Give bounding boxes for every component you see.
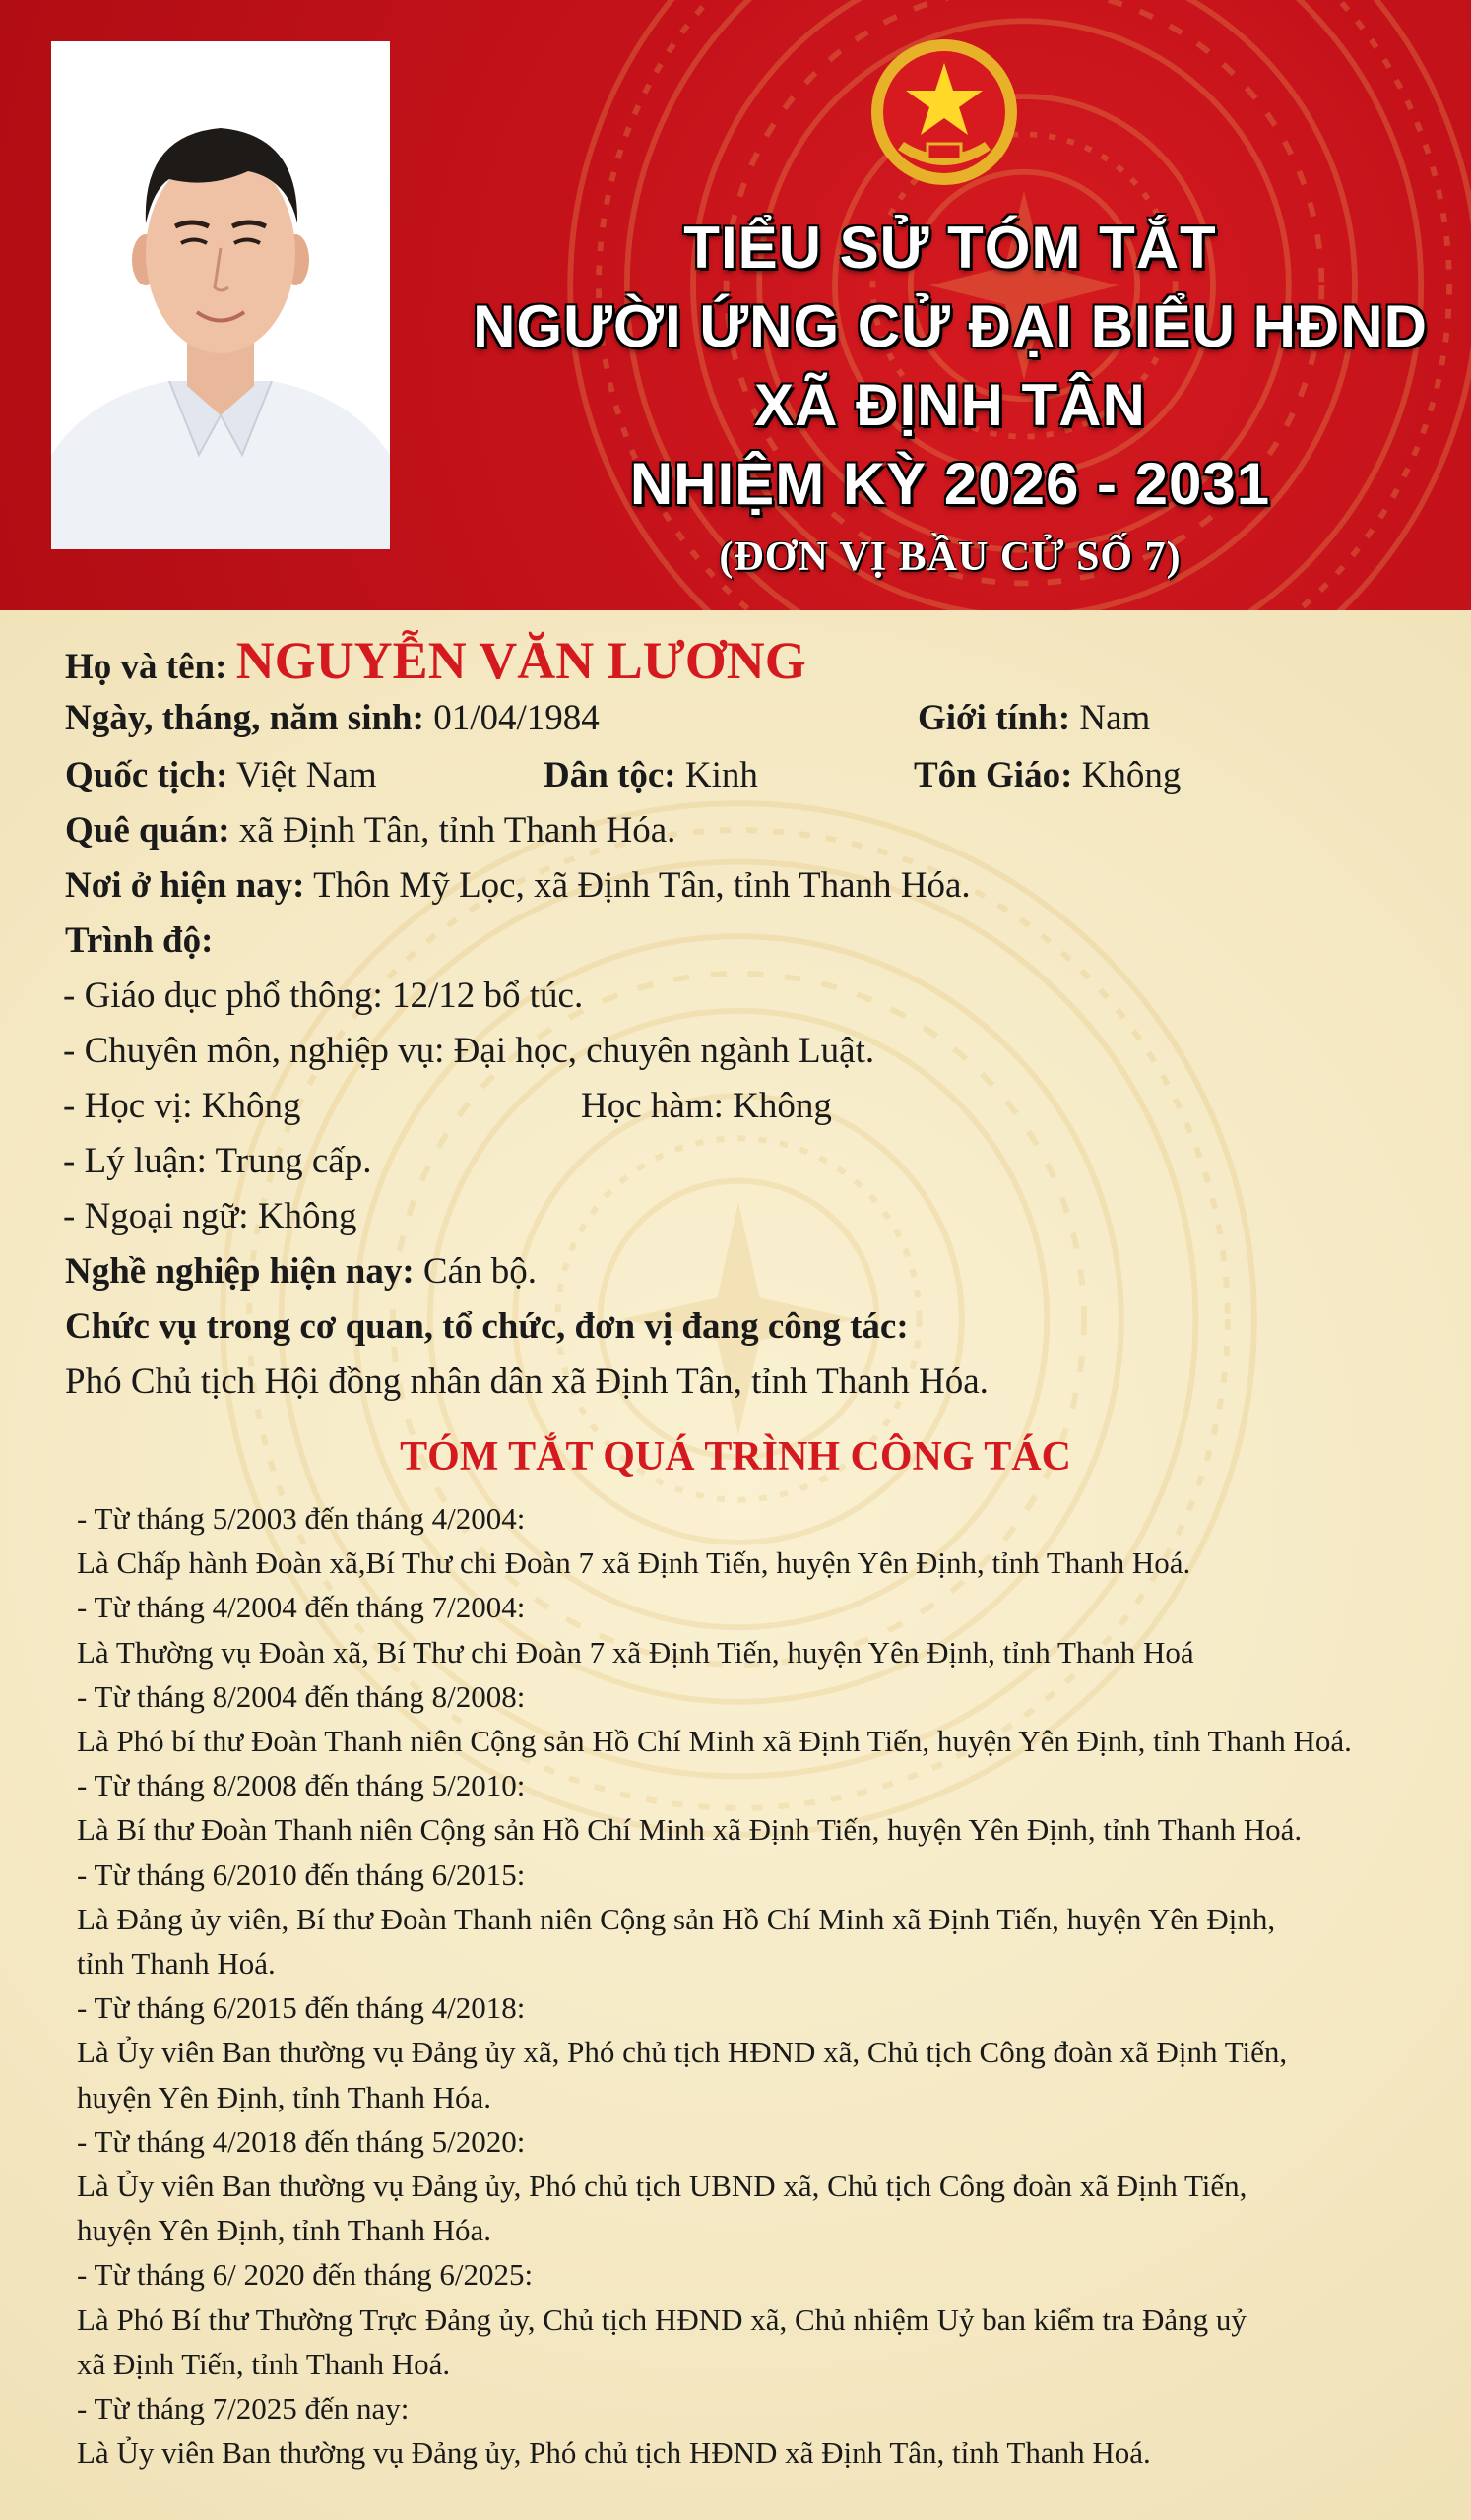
history-line: Là Ủy viên Ban thường vụ Đảng ủy xã, Phó chủ tịch HĐND xã, Chủ tịch Công đoàn xã Định Tiến, [77,2035,1288,2070]
history-line: Là Thường vụ Đoàn xã, Bí Thư chi Đoàn 7 xã Định Tiến, huyện Yên Định, tỉnh Thanh Hoá [77,1634,1194,1670]
candidate-photo [51,41,390,549]
biography-body [0,610,1471,2520]
title-line-2: NGƯỜI ỨNG CỬ ĐẠI BIỂU HĐND [473,293,1428,359]
history-line: Là Ủy viên Ban thường vụ Đảng ủy, Phó chủ tịch HĐND xã Định Tân, tỉnh Thanh Hoá. [77,2435,1151,2471]
occupation-value: Cán bộ. [422,1251,538,1292]
history-line: - Từ tháng 6/2010 đến tháng 6/2015: [77,1857,526,1892]
vietnam-national-emblem-icon [859,33,1031,191]
specialty: - Chuyên môn, nghiệp vụ: Đại học, chuyên ngành Luật. [63,1031,875,1071]
dob-row [65,695,600,742]
header-banner [0,0,1471,610]
poster-title [443,209,1457,585]
gender-row [918,695,1150,742]
hometown-row [65,807,675,854]
nationality-value: Việt Nam [236,755,377,795]
history-line: - Từ tháng 8/2004 đến tháng 8/2008: [77,1678,526,1714]
degree: - Học vị: Không [63,1086,301,1126]
history-line: huyện Yên Định, tỉnh Thanh Hóa. [77,2079,492,2114]
gender-value: Nam [1079,698,1151,738]
history-line: - Từ tháng 4/2004 đến tháng 7/2004: [77,1590,526,1625]
name-label: Họ và tên: [65,647,227,687]
religion-label: Tôn Giáo: [914,755,1073,795]
academic-title: Học hàm: Không [581,1086,832,1126]
occupation-label: Nghề nghiệp hiện nay: [65,1251,415,1292]
hometown-value: xã Định Tân, tỉnh Thanh Hóa. [238,810,676,850]
general-education: - Giáo dục phổ thông: 12/12 bổ túc. [63,976,584,1016]
history-line: Là Ủy viên Ban thường vụ Đảng ủy, Phó chủ tịch UBND xã, Chủ tịch Công đoàn xã Định Tiến, [77,2169,1247,2204]
occupation-row [65,1248,537,1295]
residence-value: Thôn Mỹ Lọc, xã Định Tân, tỉnh Thanh Hóa. [313,865,971,906]
hometown-label: Quê quán: [65,810,230,850]
election-unit: (ĐƠN VỊ BẦU CỬ SỐ 7) [719,535,1182,580]
political-theory: - Lý luận: Trung cấp. [63,1141,372,1181]
title-line-3: XÃ ĐỊNH TÂN [754,372,1146,438]
religion-value: Không [1081,755,1182,795]
nationality-row [65,752,377,799]
history-line: Là Chấp hành Đoàn xã,Bí Thư chi Đoàn 7 xã Định Tiến, huyện Yên Định, tỉnh Thanh Hoá. [77,1545,1191,1581]
position-label: Chức vụ trong cơ quan, tổ chức, đơn vị đang công tác: [65,1306,909,1347]
history-line: tỉnh Thanh Hoá. [77,1946,276,1982]
work-history-list [77,1496,1465,2475]
history-line: - Từ tháng 8/2008 đến tháng 5/2010: [77,1768,526,1803]
history-line: - Từ tháng 6/2015 đến tháng 4/2018: [77,1990,526,2026]
ethnicity-label: Dân tộc: [544,755,676,795]
ethnicity-value: Kinh [684,755,758,795]
title-line-4: NHIỆM KỲ 2026 - 2031 [629,451,1271,517]
name-row [65,630,806,698]
residence-row [65,862,971,910]
gender-label: Giới tính: [918,698,1071,738]
ethnicity-row [544,752,758,799]
history-line: Là Đảng ủy viên, Bí thư Đoàn Thanh niên Cộng sản Hồ Chí Minh xã Định Tiến, huyện Yên Định, [77,1901,1276,1936]
history-line: Là Phó Bí thư Thường Trực Đảng ủy, Chủ tịch HĐND xã, Chủ nhiệm Uỷ ban kiểm tra Đảng uỷ [77,2301,1247,2337]
nationality-label: Quốc tịch: [65,755,228,795]
history-line: - Từ tháng 5/2003 đến tháng 4/2004: [77,1501,526,1536]
history-line: Là Bí thư Đoàn Thanh niên Cộng sản Hồ Chí Minh xã Định Tiến, huyện Yên Định, tỉnh Thanh Hoá. [77,1812,1303,1848]
education-label: Trình độ: [65,920,214,961]
residence-label: Nơi ở hiện nay: [65,865,305,906]
religion-row [914,752,1181,799]
history-line: xã Định Tiến, tỉnh Thanh Hoá. [77,2346,451,2381]
dob-label: Ngày, tháng, năm sinh: [65,698,424,738]
history-line: Là Phó bí thư Đoàn Thanh niên Cộng sản Hồ Chí Minh xã Định Tiến, huyện Yên Định, tỉnh Thanh Hoá. [77,1724,1352,1759]
work-history-title: TÓM TẮT QUÁ TRÌNH CÔNG TÁC [400,1434,1071,1480]
dob-value: 01/04/1984 [433,698,600,738]
candidate-name: NGUYỄN VĂN LƯƠNG [235,631,806,690]
title-line-1: TIỂU SỬ TÓM TẮT [683,215,1217,281]
history-line: huyện Yên Định, tỉnh Thanh Hóa. [77,2213,492,2248]
position-value: Phó Chủ tịch Hội đồng nhân dân xã Định Tân, tỉnh Thanh Hóa. [65,1361,989,1402]
history-line: - Từ tháng 4/2018 đến tháng 5/2020: [77,2123,526,2159]
portrait-illustration [51,41,390,549]
history-line: - Từ tháng 6/ 2020 đến tháng 6/2025: [77,2257,534,2293]
foreign-language: - Ngoại ngữ: Không [63,1196,357,1236]
history-line: - Từ tháng 7/2025 đến nay: [77,2391,410,2426]
